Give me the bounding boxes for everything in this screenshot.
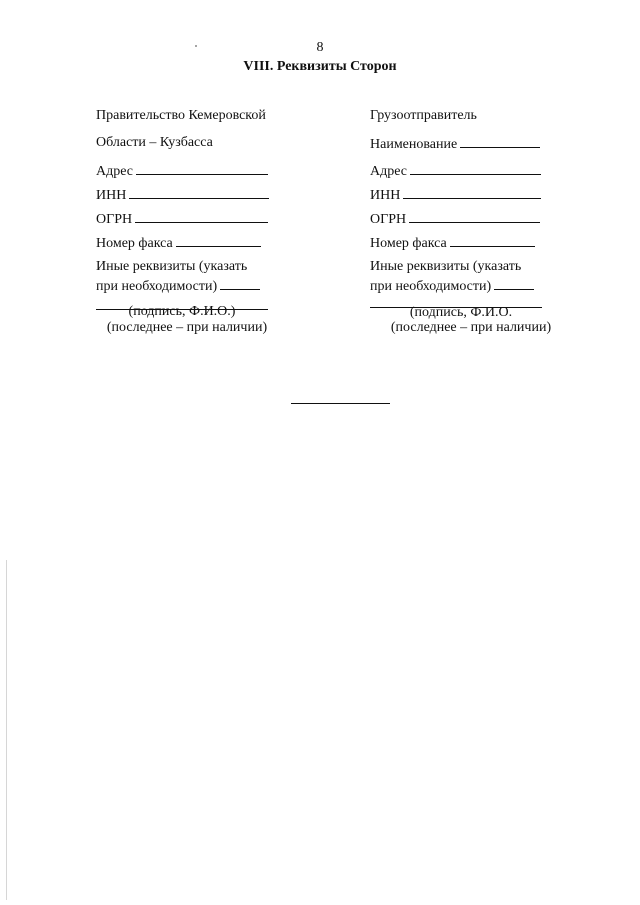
right-ogrn-label: ОГРН bbox=[370, 212, 407, 227]
right-address-label: Адрес bbox=[370, 164, 408, 179]
right-signature-caption2: (последнее – при наличии) bbox=[390, 320, 552, 335]
right-fax-row bbox=[370, 234, 535, 252]
right-address-field[interactable] bbox=[410, 162, 541, 175]
right-address-row bbox=[370, 162, 541, 180]
right-party-title: Грузоотправитель bbox=[370, 108, 477, 123]
left-address-field[interactable] bbox=[136, 162, 268, 175]
right-inn-field[interactable] bbox=[403, 186, 541, 199]
left-inn-label: ИНН bbox=[96, 188, 127, 203]
right-ogrn-field[interactable] bbox=[409, 210, 540, 223]
left-ogrn-field[interactable] bbox=[135, 210, 268, 223]
left-party-name-line1: Правительство Кемеровской bbox=[96, 108, 266, 123]
left-fax-label: Номер факса bbox=[96, 236, 173, 251]
left-signature-caption2: (последнее – при наличии) bbox=[106, 320, 268, 335]
right-ogrn-row bbox=[370, 210, 540, 228]
document-end-rule bbox=[291, 403, 390, 404]
page-number: 8 bbox=[316, 40, 324, 55]
left-inn-row bbox=[96, 186, 269, 204]
left-address-label: Адрес bbox=[96, 164, 134, 179]
right-fax-field[interactable] bbox=[450, 234, 535, 247]
left-address-row bbox=[96, 162, 268, 180]
right-fax-label: Номер факса bbox=[370, 236, 447, 251]
right-other-row bbox=[370, 277, 534, 295]
right-other-field[interactable] bbox=[494, 277, 534, 290]
left-other-line1: Иные реквизиты (указать bbox=[96, 259, 248, 274]
right-other-line2: при необходимости) bbox=[370, 279, 492, 294]
left-fax-field[interactable] bbox=[176, 234, 261, 247]
left-signature-caption1: (подпись, Ф.И.О.) bbox=[128, 304, 236, 319]
right-inn-label: ИНН bbox=[370, 188, 401, 203]
left-ogrn-row bbox=[96, 210, 268, 228]
right-name-row bbox=[370, 135, 540, 153]
left-other-row bbox=[96, 277, 260, 295]
left-other-field[interactable] bbox=[220, 277, 260, 290]
right-other-line1: Иные реквизиты (указать bbox=[370, 259, 522, 274]
section-title: VIII. Реквизиты Сторон bbox=[243, 59, 397, 74]
left-party-name-line2: Области – Кузбасса bbox=[96, 135, 213, 150]
right-name-field[interactable] bbox=[460, 135, 540, 148]
left-ogrn-label: ОГРН bbox=[96, 212, 133, 227]
left-other-line2: при необходимости) bbox=[96, 279, 218, 294]
right-inn-row bbox=[370, 186, 541, 204]
scan-artifact-edge bbox=[6, 560, 7, 900]
right-signature-caption1: (подпись, Ф.И.О. bbox=[409, 305, 513, 320]
left-inn-field[interactable] bbox=[129, 186, 269, 199]
right-name-label: Наименование bbox=[370, 137, 458, 152]
left-fax-row bbox=[96, 234, 261, 252]
